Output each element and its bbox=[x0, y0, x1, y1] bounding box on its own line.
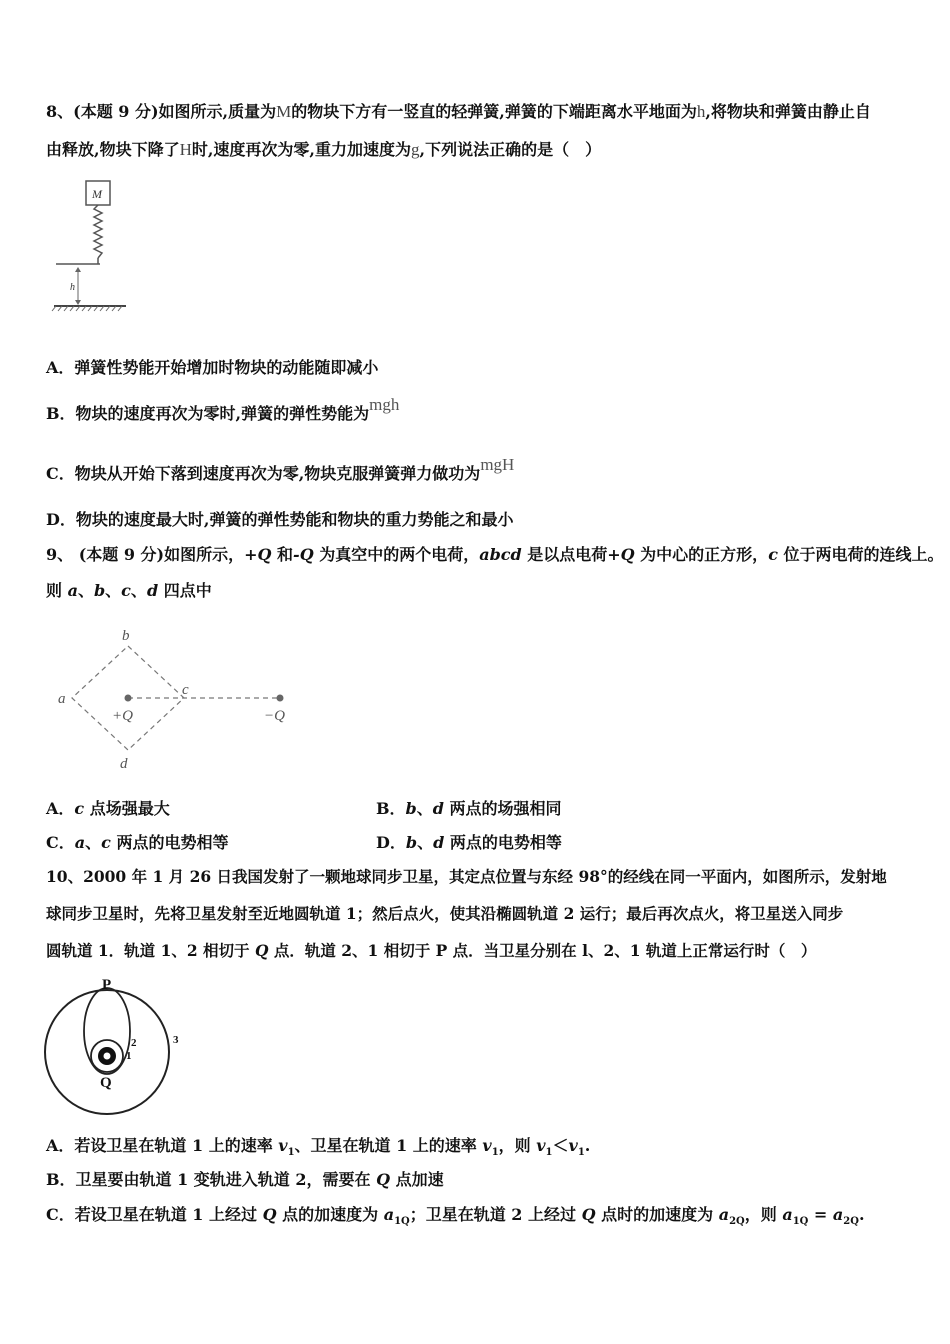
q8-option-c: C．物块从开始下落到速度再次为零,物块克服弹簧弹力做功为mgH bbox=[46, 455, 515, 483]
minus-charge-dot bbox=[277, 695, 284, 702]
q10-option-c: C．若设卫星在轨道 1 上经过 Q 点的加速度为 $a_{1Q}$；卫星在轨道 2 上经过 Q 点时的加速度为 $a_{2Q}$，则 $a_{1Q} = a_{2Q}$. bbox=[46, 1205, 865, 1228]
q9-option-c: C．a、c 两点的电势相等 bbox=[46, 833, 229, 852]
orbit-2-label: 2 bbox=[131, 1037, 137, 1049]
charge-square-figure bbox=[50, 620, 300, 780]
point-d-label: d bbox=[120, 756, 128, 772]
q9-stem-line1: 9、 (本题 9 分)如图所示，+Q 和-Q 为真空中的两个电荷，abcd 是以点电荷+Q 为中心的正方形，c 位于两电荷的连线上。 bbox=[46, 545, 944, 564]
spring-coil bbox=[94, 205, 102, 258]
q9-option-b: B．b、d 两点的场强相同 bbox=[376, 799, 562, 818]
point-a-label: a bbox=[58, 691, 66, 707]
q10-option-a: A．若设卫星在轨道 1 上的速率 $v_1$、卫星在轨道 1 上的速率 $v_1$，则 $v_1<v_1$. bbox=[46, 1136, 591, 1159]
orbit-1-label: 1 bbox=[126, 1050, 132, 1062]
q9-option-d: D．b、d 两点的电势相等 bbox=[376, 833, 562, 852]
q10-stem-line1: 10、2000 年 1 月 26 日我国发射了一颗地球同步卫星，其定点位置与东经 98°的经线在同一平面内，如图所示，发射地 bbox=[46, 867, 887, 886]
point-q-label: Q bbox=[100, 1075, 112, 1091]
drop-symbol: H bbox=[179, 140, 192, 159]
q10-stem-line3: 圆轨道 1．轨道 1、2 相切于 Q 点．轨道 2、1 相切于 P 点．当卫星分别在 l、2、1 轨道上正常运行时（ ） bbox=[46, 941, 817, 960]
plus-q-label: +Q bbox=[112, 708, 133, 724]
orbit-3-label: 3 bbox=[173, 1034, 179, 1046]
q8-option-b: B．物块的速度再次为零时,弹簧的弹性势能为mgh bbox=[46, 395, 400, 423]
spring-block-figure bbox=[50, 176, 130, 316]
height-label: h bbox=[70, 282, 75, 293]
minus-q-label: −Q bbox=[264, 708, 285, 724]
q9-option-a: A．c 点场强最大 bbox=[46, 799, 170, 818]
plus-charge-dot bbox=[125, 695, 132, 702]
point-b-label: b bbox=[122, 628, 130, 644]
mass-symbol: M bbox=[276, 102, 292, 121]
height-symbol: h bbox=[696, 102, 706, 121]
formula-mgh: mgh bbox=[369, 395, 400, 414]
q10-option-b: B．卫星要由轨道 1 变轨进入轨道 2，需要在 Q 点加速 bbox=[46, 1170, 444, 1189]
block-label: M bbox=[92, 187, 102, 201]
q10-stem-line2: 球同步卫星时，先将卫星发射至近地圆轨道 1；然后点火，使其沿椭圆轨道 2 运行；最后再次点火，将卫星送入同步 bbox=[46, 904, 844, 923]
q8-stem-line1: 8、(本题 9 分)如图所示,质量为M的物块下方有一竖直的轻弹簧,弹簧的下端距离水平地面为h,将物块和弹簧由静止自 bbox=[46, 102, 871, 121]
orbit-figure bbox=[40, 972, 190, 1122]
q8-option-a: A．弹簧性势能开始增加时物块的动能随即减小 bbox=[46, 358, 379, 377]
point-c-label: c bbox=[182, 682, 189, 698]
q8-stem-line2: 由释放,物块下降了H时,速度再次为零,重力加速度为g,下列说法正确的是（ ） bbox=[46, 140, 602, 159]
formula-mgH: mgH bbox=[480, 455, 515, 474]
gravity-symbol: g bbox=[411, 140, 420, 159]
point-p-label: P bbox=[102, 977, 112, 993]
q9-stem-line2: 则 a、b、c、d 四点中 bbox=[46, 581, 212, 600]
q8-option-d: D．物块的速度最大时,弹簧的弹性势能和物块的重力势能之和最小 bbox=[46, 510, 514, 529]
